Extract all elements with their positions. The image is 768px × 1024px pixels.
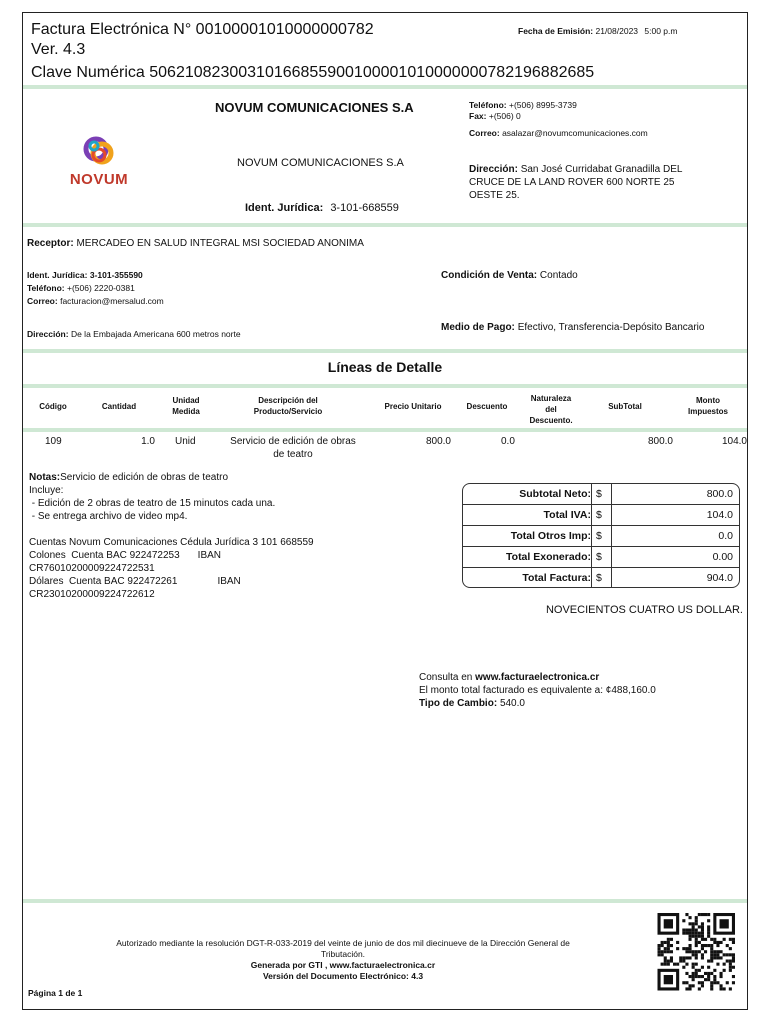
issuer-telefono-label: Teléfono: bbox=[469, 100, 507, 110]
col-cantidad: Cantidad bbox=[101, 402, 137, 411]
col-naturaleza-1: Naturaleza bbox=[530, 394, 572, 403]
col-unidad-2: Medida bbox=[172, 407, 200, 416]
footer-block bbox=[63, 938, 623, 982]
row-cantidad: 1.0 bbox=[141, 436, 155, 447]
notas-label: Notas: bbox=[29, 472, 61, 483]
issuer-direccion-line1: San José Curridabat Granadilla DEL bbox=[520, 164, 683, 175]
receptor-ident-value: 3-101-355590 bbox=[89, 270, 143, 280]
issuer-direccion-line2: CRUCE DE LA LAND ROVER 600 NORTE 25 bbox=[469, 177, 675, 188]
separator bbox=[23, 223, 747, 227]
footer-autorizado: Autorizado mediante la resolución DGT-R-033-2019 del veinte de junio de dos mil diecinueve de la Dirección General de bbox=[116, 938, 570, 948]
totals-currency: $ bbox=[596, 488, 602, 500]
qr-code-icon bbox=[656, 909, 736, 995]
receptor-direccion-value: De la Embajada Americana 600 metros norte bbox=[70, 329, 241, 339]
invoice-version: Ver. 4.3 bbox=[31, 41, 86, 58]
clave-numerica: Clave Numérica 50621082300310166855900100001010000000782196882685 bbox=[31, 64, 595, 81]
col-precio: Precio Unitario bbox=[384, 402, 442, 411]
condicion-value: Contado bbox=[539, 270, 578, 281]
totals-value: 904.0 bbox=[706, 572, 733, 584]
totals-label: Total IVA: bbox=[543, 509, 591, 521]
col-descripcion-1: Descripción del bbox=[258, 396, 318, 405]
issuer-name-regular: NOVUM COMUNICACIONES S.A bbox=[237, 157, 404, 169]
receptor-ident bbox=[27, 270, 143, 281]
totals-value: 800.0 bbox=[706, 488, 733, 500]
row-descripcion-1: Servicio de edición de obras bbox=[230, 436, 356, 447]
notes-dolares: Dólares Cuenta BAC 922472261 bbox=[29, 576, 178, 587]
row-precio: 800.0 bbox=[425, 436, 451, 447]
totals-currency: $ bbox=[596, 530, 602, 542]
medio-value: Efectivo, Transferencia-Depósito Bancario bbox=[517, 322, 705, 333]
col-codigo: Código bbox=[39, 402, 67, 411]
notes-colones: Colones Cuenta BAC 922472253 bbox=[29, 550, 180, 561]
col-descripcion bbox=[233, 395, 343, 417]
row-subtotal: 800.0 bbox=[647, 436, 673, 447]
invoice-page bbox=[22, 12, 748, 1010]
row-descripcion-2: de teatro bbox=[273, 449, 313, 460]
totals-box bbox=[462, 483, 740, 588]
page-number: Página 1 de 1 bbox=[28, 988, 83, 998]
totals-label: Total Otros Imp: bbox=[510, 530, 591, 542]
medio-pago bbox=[441, 321, 704, 334]
notes-line: CR76010200009224722531 bbox=[29, 563, 155, 574]
col-impuestos bbox=[673, 395, 743, 417]
receptor-correo-label: Correo: bbox=[27, 296, 58, 306]
footer-autorizado-2: Tributación. bbox=[320, 949, 366, 959]
fecha-value: 21/08/2023 bbox=[595, 26, 639, 36]
receptor-telefono-label: Teléfono: bbox=[27, 283, 65, 293]
separator bbox=[23, 384, 747, 388]
fecha-emision bbox=[518, 26, 677, 37]
col-unidad-1: Unidad bbox=[172, 396, 200, 405]
row-descuento: 0.0 bbox=[501, 436, 515, 447]
issuer-fax bbox=[469, 111, 521, 122]
total-in-words: NOVECIENTOS CUATRO US DOLLAR. bbox=[545, 604, 743, 616]
consulta-prefix: Consulta en bbox=[419, 672, 476, 683]
consulta-equivalente: El monto total facturado es equivalente a: ¢488,160.0 bbox=[419, 685, 656, 696]
issuer-telefono bbox=[469, 100, 577, 111]
col-naturaleza bbox=[523, 393, 579, 426]
totals-row bbox=[463, 568, 739, 588]
col-naturaleza-3: Descuento. bbox=[529, 416, 573, 425]
row-impuestos: 104.0 bbox=[721, 436, 747, 447]
qr-code bbox=[656, 909, 736, 995]
separator bbox=[23, 85, 747, 89]
consulta-block bbox=[419, 671, 656, 710]
footer-version: Versión del Documento Electrónico: 4.3 bbox=[262, 971, 424, 981]
totals-value: 104.0 bbox=[706, 509, 733, 521]
receptor-correo-value: facturacion@mersalud.com bbox=[60, 296, 164, 306]
notes-iban: IBAN bbox=[197, 550, 222, 561]
receptor-direccion-label: Dirección: bbox=[27, 329, 69, 339]
novum-logo-icon bbox=[80, 135, 118, 169]
receptor-direccion bbox=[27, 329, 241, 340]
notes-block bbox=[29, 471, 449, 601]
issuer-fax-label: Fax: bbox=[469, 111, 487, 121]
notes-line bbox=[29, 549, 449, 562]
col-subtotal: SubTotal bbox=[608, 402, 642, 411]
issuer-fax-value: +(506) 0 bbox=[488, 111, 521, 121]
receptor-telefono-value: +(506) 2220-0381 bbox=[67, 283, 135, 293]
notes-line: - Se entrega archivo de video mp4. bbox=[29, 511, 188, 522]
totals-label: Subtotal Neto: bbox=[519, 488, 591, 500]
col-descripcion-2: Producto/Servicio bbox=[253, 407, 323, 416]
notes-line bbox=[29, 575, 449, 588]
condicion-venta bbox=[441, 269, 578, 282]
separator bbox=[23, 349, 747, 353]
totals-label: Total Factura: bbox=[522, 572, 591, 584]
totals-currency: $ bbox=[596, 509, 602, 521]
receptor-correo bbox=[27, 296, 164, 307]
receptor-value: MERCADEO EN SALUD INTEGRAL MSI SOCIEDAD ANONIMA bbox=[76, 238, 364, 249]
notes-line: Cuentas Novum Comunicaciones Cédula Jurídica 3 101 668559 bbox=[29, 537, 314, 548]
notes-line: Incluye: bbox=[29, 485, 64, 496]
tipo-cambio-label: Tipo de Cambio: bbox=[419, 698, 498, 709]
totals-row bbox=[463, 484, 739, 505]
issuer-correo-label: Correo: bbox=[469, 128, 500, 138]
issuer-correo bbox=[469, 128, 648, 139]
totals-row bbox=[463, 526, 739, 547]
logo-text: NOVUM bbox=[69, 170, 129, 188]
issuer-name: NOVUM COMUNICACIONES S.A bbox=[215, 100, 414, 115]
issuer-ident-value: 3-101-668559 bbox=[330, 202, 399, 214]
notes-line: - Edición de 2 obras de teatro de 15 minutos cada una. bbox=[29, 498, 276, 509]
tipo-cambio-value: 540.0 bbox=[499, 698, 525, 709]
notes-iban: IBAN bbox=[217, 576, 241, 587]
row-descripcion bbox=[223, 435, 363, 461]
col-descuento: Descuento bbox=[466, 402, 508, 411]
issuer-correo-value: asalazar@novumcomunicaciones.com bbox=[502, 128, 648, 138]
totals-label: Total Exonerado: bbox=[506, 551, 591, 563]
invoice-title: Factura Electrónica N° 00100001010000000782 bbox=[31, 21, 374, 38]
receptor-label: Receptor: bbox=[27, 238, 74, 249]
totals-row bbox=[463, 547, 739, 568]
col-naturaleza-2: del bbox=[545, 405, 557, 414]
issuer-telefono-value: +(506) 8995-3739 bbox=[509, 100, 577, 110]
medio-label: Medio de Pago: bbox=[441, 322, 515, 333]
consulta-url: www.facturaelectronica.cr bbox=[475, 672, 600, 683]
separator bbox=[23, 428, 747, 432]
hora-value: 5:00 p.m bbox=[644, 26, 678, 36]
col-impuestos-2: Impuestos bbox=[687, 407, 728, 416]
totals-value: 0.00 bbox=[712, 551, 733, 563]
receptor-ident-label: Ident. Jurídica: bbox=[27, 270, 88, 280]
notes-line: CR23010200009224722612 bbox=[29, 589, 155, 600]
totals-value: 0.0 bbox=[718, 530, 733, 542]
detail-title: Líneas de Detalle bbox=[327, 359, 443, 375]
receptor bbox=[27, 237, 364, 250]
separator bbox=[23, 899, 747, 903]
issuer-direccion bbox=[469, 163, 739, 202]
col-unidad bbox=[161, 395, 211, 417]
condicion-label: Condición de Venta: bbox=[441, 270, 538, 281]
issuer-direccion-line3: OESTE 25. bbox=[469, 190, 520, 201]
totals-row bbox=[463, 505, 739, 526]
notas-value: Servicio de edición de obras de teatro bbox=[60, 472, 229, 483]
issuer-direccion-label: Dirección: bbox=[469, 164, 518, 175]
footer-generada: Generada por GTI , www.facturaelectronica.cr bbox=[250, 960, 436, 970]
totals-currency: $ bbox=[596, 572, 602, 584]
issuer-ident-label: Ident. Jurídica: bbox=[245, 202, 324, 214]
issuer-logo bbox=[39, 99, 159, 223]
issuer-ident bbox=[245, 202, 399, 214]
totals-currency: $ bbox=[596, 551, 602, 563]
row-unidad: Unid bbox=[175, 436, 196, 447]
fecha-label: Fecha de Emisión: bbox=[518, 26, 594, 36]
row-codigo: 109 bbox=[45, 436, 62, 447]
receptor-telefono bbox=[27, 283, 135, 294]
col-impuestos-1: Monto bbox=[696, 396, 720, 405]
